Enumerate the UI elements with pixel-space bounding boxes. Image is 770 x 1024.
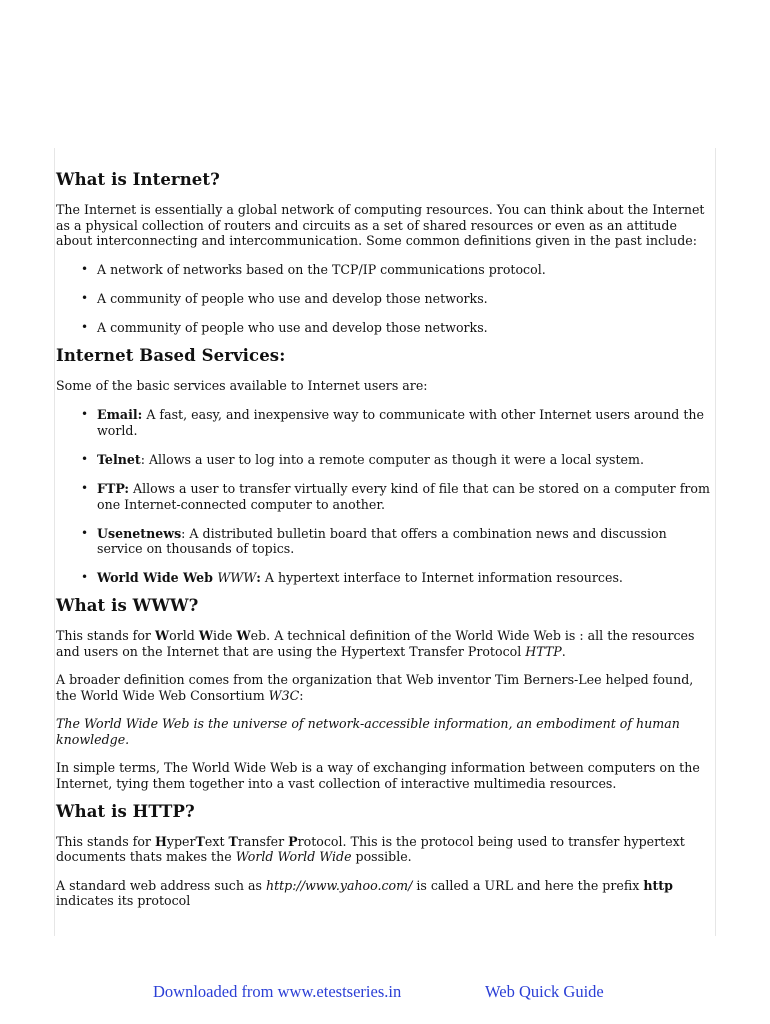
heading-internet-based-services: Internet Based Services: — [56, 345, 286, 365]
footer-download-link[interactable]: Downloaded from www.etestseries.in — [153, 982, 402, 1001]
service-desc: A hypertext interface to Internet information resources. — [260, 570, 623, 586]
text: rotocol. This is the protocol being used to transfer hypertext documents thats makes the — [56, 833, 685, 865]
text: ide — [212, 627, 237, 643]
service-term-colon: : — [256, 570, 261, 586]
text: This stands for — [56, 627, 155, 643]
list-item: • A network of networks based on the TCP/IP communications protocol. — [97, 262, 715, 278]
http-url-paragraph — [56, 878, 715, 909]
list-item — [97, 407, 715, 438]
text: ext — [204, 833, 229, 849]
text: orld — [169, 627, 199, 643]
service-term: Usenetnews — [97, 525, 182, 541]
list-item — [97, 452, 715, 468]
www-simple-terms-paragraph: In simple terms, The World Wide Web is a way of exchanging information between computers on the Internet, tying them together into a vast collection of interactive multimedia resources. — [56, 760, 700, 792]
page-footer — [0, 980, 770, 1004]
bold-letter: W — [154, 627, 170, 643]
service-desc: Allows a user to transfer virtually every kind of file that can be stored on a computer from one Internet-connected computer to another. — [97, 480, 710, 512]
internet-definitions-list — [56, 262, 715, 336]
math-http: HTTP — [525, 643, 562, 659]
list-item: • A community of people who use and develop those networks. — [97, 291, 715, 307]
service-desc: : A distributed bulletin board that offers a combination news and discussion service on thousands of topics. — [97, 525, 667, 557]
services-intro-paragraph: Some of the basic services available to Internet users are: — [56, 377, 428, 393]
text: A broader definition comes from the organization that Web inventor Tim Berners-Lee helped found, the World Wide Web Consortium — [56, 672, 694, 703]
text: . — [561, 643, 566, 659]
www-broader-definition-paragraph — [56, 672, 715, 703]
list-item — [97, 570, 715, 586]
heading-what-is-internet: What is Internet? — [56, 170, 220, 189]
text: eb. A technical definition of the World Wide Web is : all the resources and users on the Internet that are using the Hypertext Transfer Protocol — [56, 627, 695, 659]
text: possible. — [351, 849, 412, 865]
service-term: Telnet — [97, 451, 141, 467]
text: is called a URL and here the prefix — [412, 877, 644, 893]
text: indicates its protocol — [56, 893, 191, 909]
bold-text: http — [643, 877, 673, 893]
math-www: WWW — [217, 570, 257, 586]
service-term: World Wide Web — [97, 570, 218, 586]
math-w3c: W3C — [268, 687, 300, 703]
list-item — [97, 526, 715, 557]
service-desc: : Allows a user to log into a remote computer as though it were a local system. — [140, 451, 644, 467]
text: This stands for — [56, 833, 155, 849]
heading-what-is-www: What is WWW? — [56, 595, 199, 615]
service-term: FTP: — [97, 480, 129, 496]
text: ransfer — [237, 833, 289, 849]
italic-text: World World Wide — [235, 849, 352, 865]
bold-letter: T — [228, 833, 238, 849]
service-desc: A fast, easy, and inexpensive way to communicate with other Internet users around the world. — [97, 407, 704, 438]
heading-what-is-http: What is HTTP? — [56, 801, 195, 821]
document-body — [54, 148, 716, 936]
www-definition-paragraph — [56, 628, 715, 659]
bold-letter: P — [288, 833, 298, 849]
www-quote — [56, 716, 715, 747]
list-item — [97, 481, 715, 512]
text: : — [299, 687, 304, 703]
text: yper — [166, 833, 196, 849]
internet-intro-paragraph: The Internet is essentially a global network of computing resources. You can think about the Internet as a physical collection of routers and circuits as a set of shared resources or even as an attitude about interconnecting and intercommunication. Some common definitions given in the past include: — [56, 202, 705, 249]
bold-letter: H — [154, 833, 167, 849]
http-definition-paragraph — [56, 834, 715, 865]
text: A standard web address such as — [56, 877, 266, 893]
bold-letter: W — [236, 627, 251, 643]
service-term: Email: — [97, 407, 143, 423]
list-item: • A community of people who use and develop those networks. — [97, 320, 715, 336]
bold-letter: W — [198, 627, 213, 643]
bold-letter: T — [195, 833, 205, 849]
quote-text: The World Wide Web is the universe of network-accessible information, an embodiment of human knowledge. — [56, 716, 680, 747]
footer-guide-title[interactable]: Web Quick Guide — [485, 982, 604, 1001]
example-url: http://www.yahoo.com/ — [265, 877, 413, 893]
services-list — [56, 407, 715, 586]
